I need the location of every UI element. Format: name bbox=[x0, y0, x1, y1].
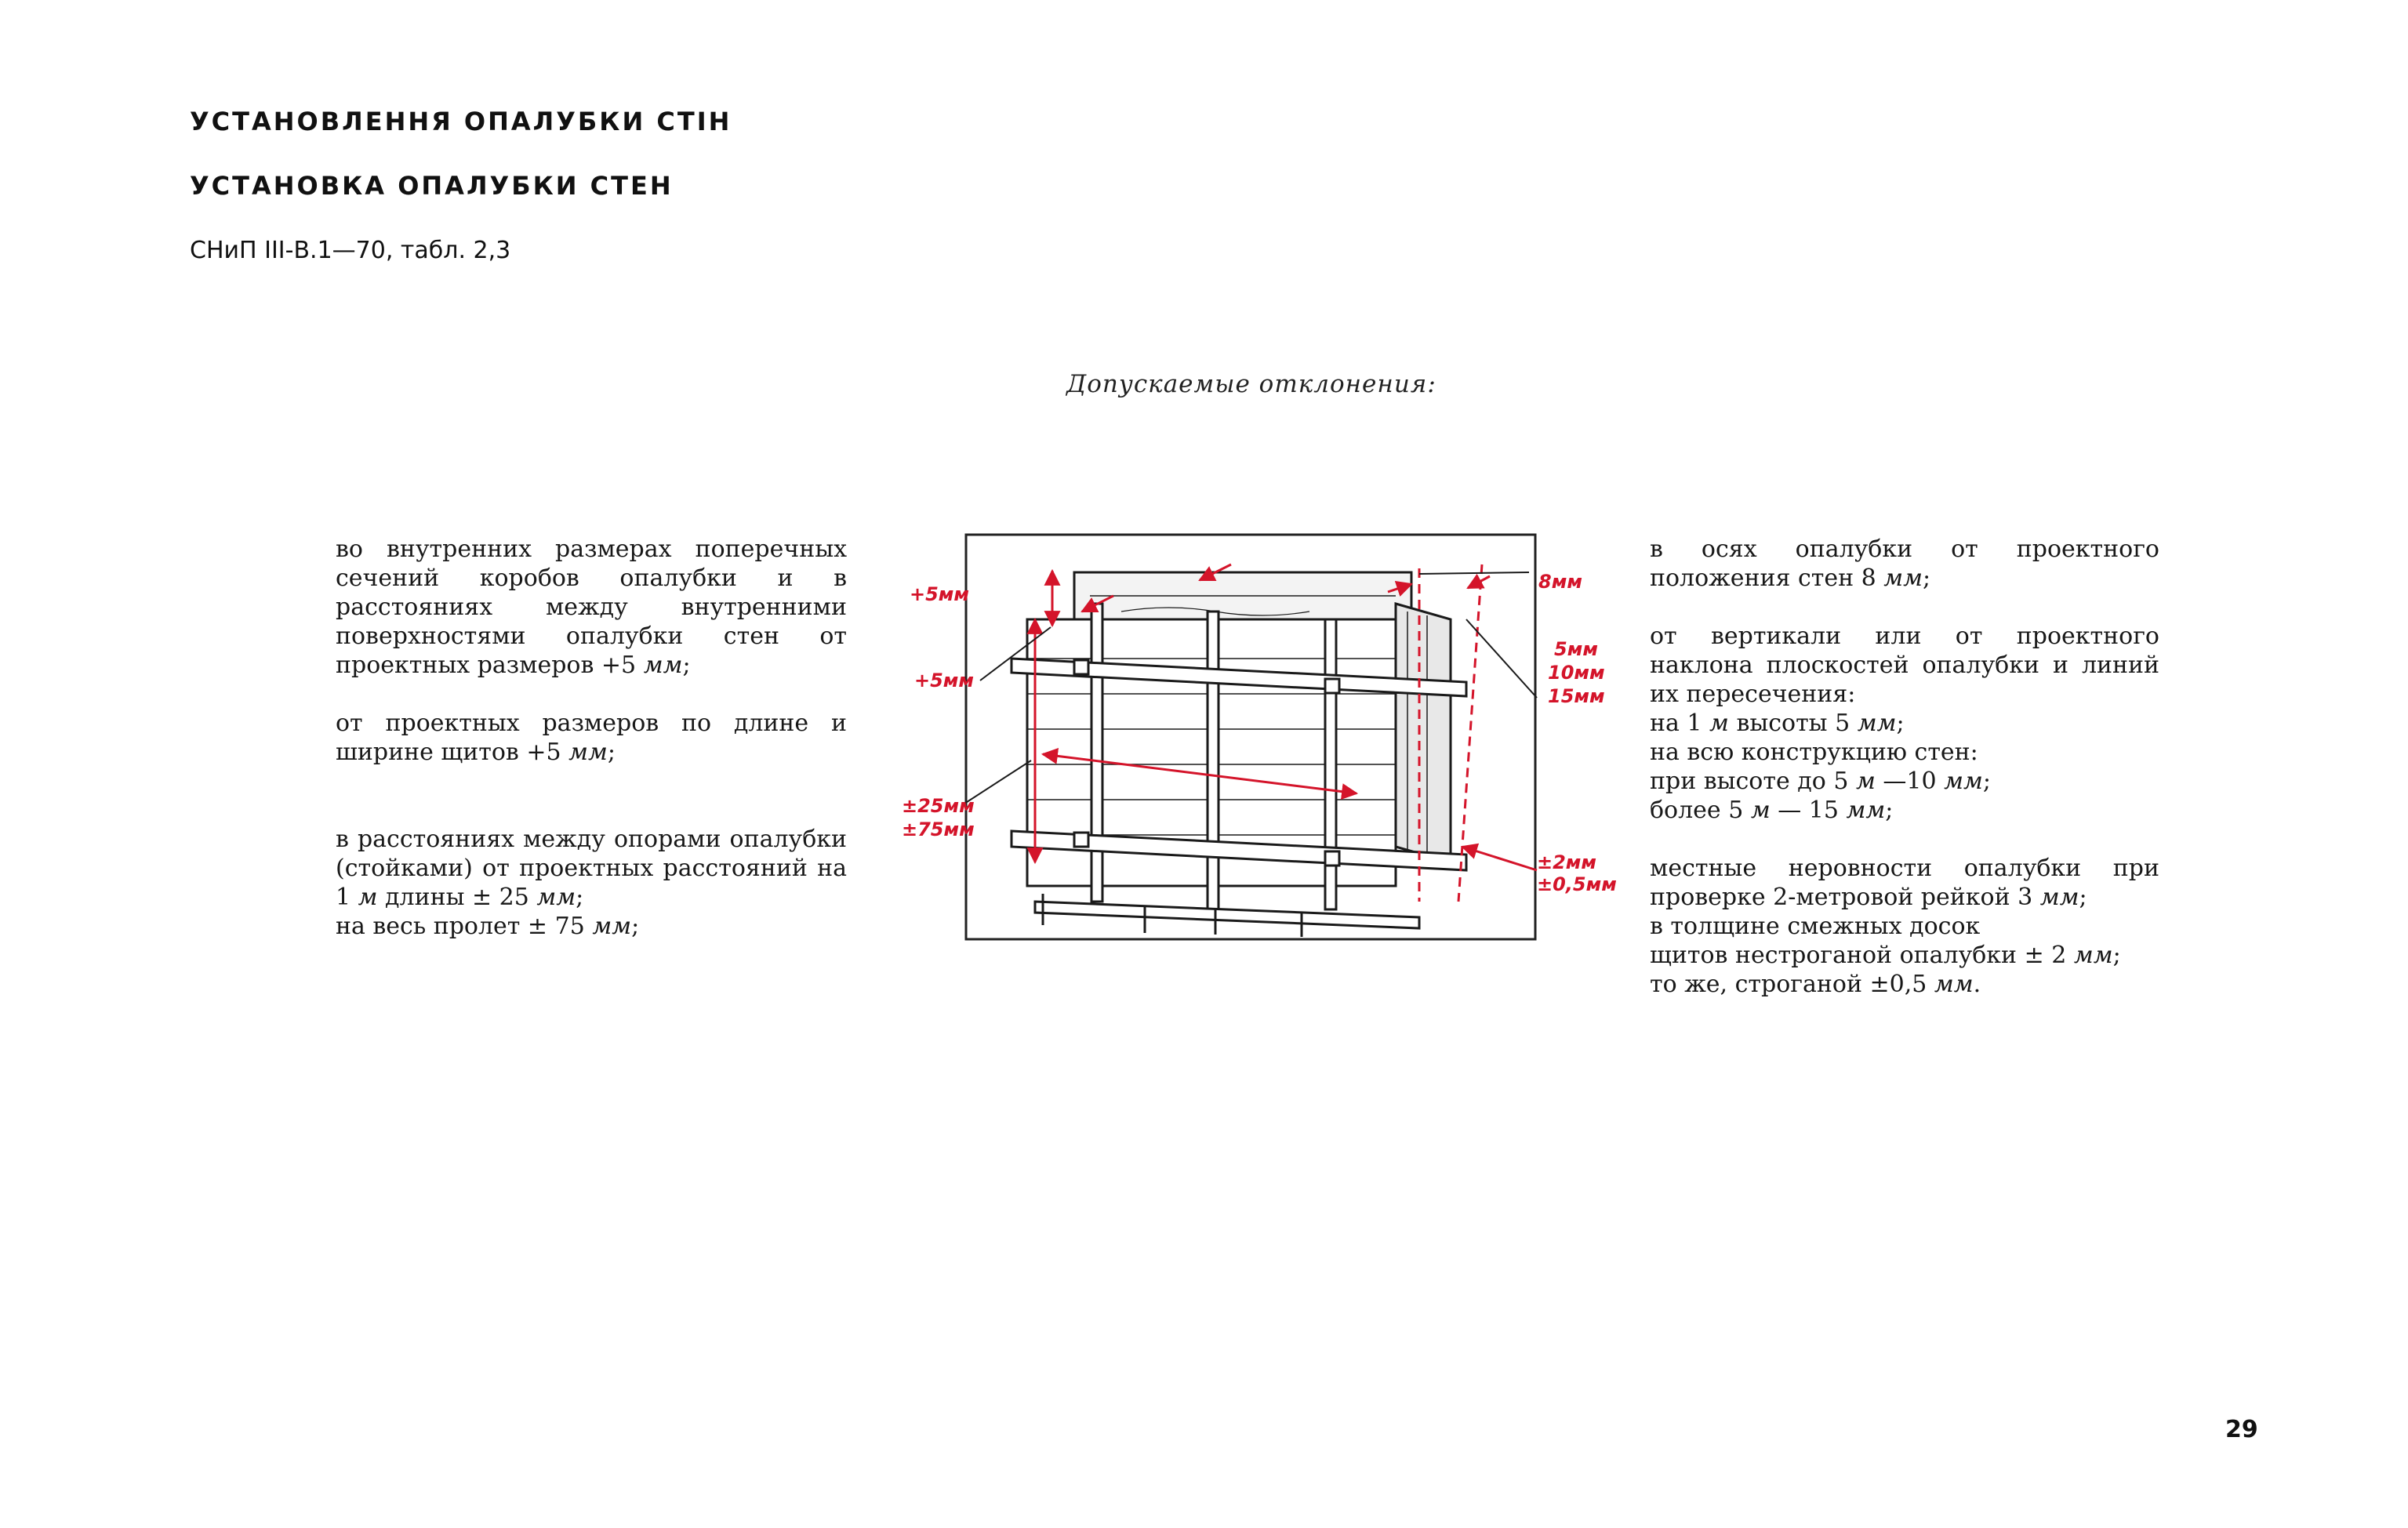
right-column bbox=[1650, 535, 2159, 999]
standard-reference: СНиП III-В.1—70, табл. 2,3 bbox=[190, 237, 511, 264]
left-column bbox=[336, 535, 847, 941]
right-paragraph-2-line-a: на 1 м высоты 5 мм; bbox=[1650, 710, 1905, 737]
left-paragraph-1: во внутренних размерах поперечных сечений коробов опалубки и в расстояниях между внутренними поверхностями опалубки стен от проектных размеров +5 мм; bbox=[336, 535, 847, 679]
left-paragraph-2: от проектных размеров по длине и ширине щитов +5 мм; bbox=[336, 710, 847, 766]
label-pm05: ±0,5мм bbox=[1537, 873, 1617, 895]
right-paragraph-3-line-a: в толщине смежных досок bbox=[1650, 913, 1981, 940]
label-pm75: ±75мм bbox=[902, 818, 975, 840]
right-paragraph-2: от вертикали или от проектного наклона плоскостей опалубки и линий их пересечения: bbox=[1650, 622, 2159, 708]
label-10mm: 10мм bbox=[1548, 662, 1605, 684]
label-15mm: 15мм bbox=[1548, 685, 1605, 707]
right-paragraph-2-line-b: на всю конструкцию стен: bbox=[1650, 739, 1978, 766]
right-paragraph-1: в осях опалубки от проектного положения стен 8 мм; bbox=[1650, 535, 2159, 592]
page-number: 29 bbox=[2225, 1416, 2258, 1443]
formwork-diagram bbox=[886, 525, 1623, 949]
label-pm25: ±25мм bbox=[902, 795, 975, 817]
right-paragraph-2-line-c: при высоте до 5 м —10 мм; bbox=[1650, 768, 1991, 795]
label-plus5-mid: +5мм bbox=[914, 670, 975, 691]
heading-ukrainian: УСТАНОВЛЕННЯ ОПАЛУБКИ СТІН bbox=[190, 107, 732, 136]
right-paragraph-2-line-d: более 5 м — 15 мм; bbox=[1650, 797, 1894, 824]
label-pm2: ±2мм bbox=[1537, 851, 1597, 873]
right-paragraph-3: местные неровности опалубки при проверке 2-метровой рейкой 3 мм; bbox=[1650, 855, 2159, 911]
label-5mm: 5мм bbox=[1554, 638, 1598, 660]
right-paragraph-3-line-b: щитов нестроганой опалубки ± 2 мм; bbox=[1650, 942, 2121, 969]
label-8mm: 8мм bbox=[1538, 571, 1582, 593]
left-paragraph-3: в расстояниях между опорами опалубки (стойками) от проектных расстояний на 1 м длины ± 25 мм; bbox=[336, 826, 847, 911]
label-plus5-top: +5мм bbox=[910, 583, 970, 605]
subtitle: Допускаемые отклонения: bbox=[1066, 370, 1436, 398]
right-paragraph-3-line-c: то же, строганой ±0,5 мм. bbox=[1650, 971, 1981, 998]
formwork-drawing bbox=[1012, 572, 1466, 937]
heading-russian: УСТАНОВКА ОПАЛУБКИ СТЕН bbox=[190, 171, 674, 201]
left-paragraph-3-line-2: на весь пролет ± 75 мм; bbox=[336, 913, 640, 940]
